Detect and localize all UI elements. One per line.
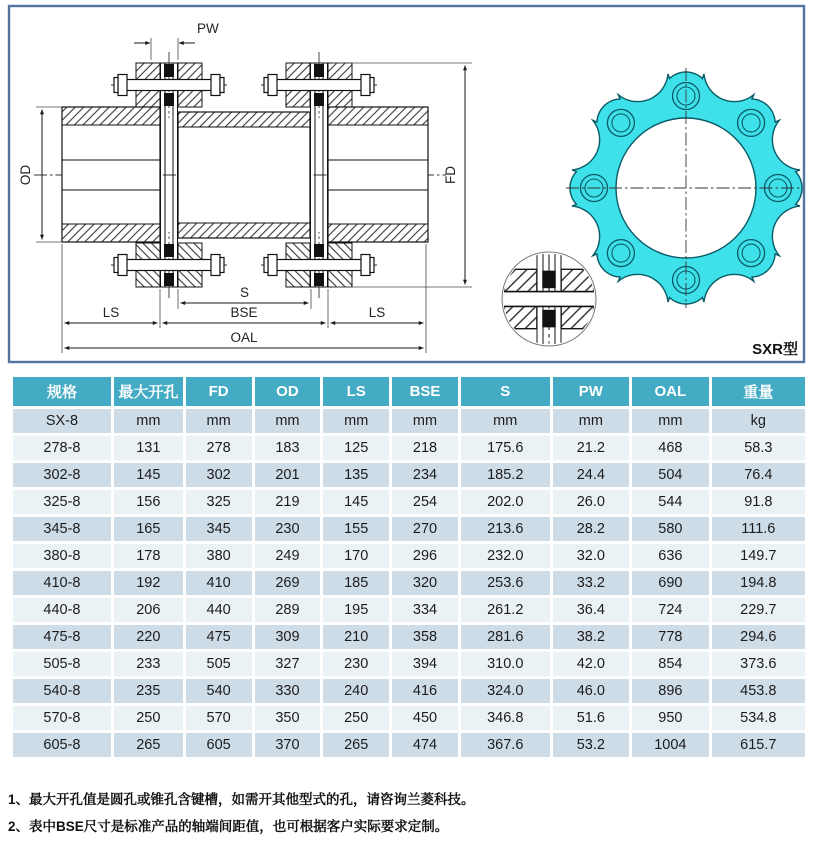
table-cell: 440 (186, 598, 252, 622)
dim-label-ls-left: LS (102, 305, 120, 320)
table-cell: 185 (323, 571, 389, 595)
table-cell: 778 (632, 625, 709, 649)
table-cell: 450 (392, 706, 458, 730)
header-cell: 重量 (712, 377, 805, 406)
table-cell: 269 (255, 571, 321, 595)
table-cell: 201 (255, 463, 321, 487)
table-cell: 302-8 (13, 463, 111, 487)
table-cell: 327 (255, 652, 321, 676)
table-cell: 1004 (632, 733, 709, 757)
table-cell: 32.0 (553, 544, 630, 568)
table-cell: 254 (392, 490, 458, 514)
table-cell: 206 (114, 598, 183, 622)
table-cell: 504 (632, 463, 709, 487)
table-cell: 534.8 (712, 706, 805, 730)
table-cell: 367.6 (461, 733, 550, 757)
table-cell: 296 (392, 544, 458, 568)
dim-label-od: OD (18, 164, 33, 186)
table-row (13, 652, 805, 676)
coupling-drawing (0, 0, 813, 370)
table-cell: 896 (632, 679, 709, 703)
table-cell: 309 (255, 625, 321, 649)
type-label: SXR型 (752, 341, 798, 358)
table-cell: 219 (255, 490, 321, 514)
table-cell: 380-8 (13, 544, 111, 568)
table-cell: 165 (114, 517, 183, 541)
table-cell: 410-8 (13, 571, 111, 595)
table-cell: 474 (392, 733, 458, 757)
table-cell: mm (114, 409, 183, 433)
table-cell: 230 (255, 517, 321, 541)
table-cell: 416 (392, 679, 458, 703)
table-cell: 156 (114, 490, 183, 514)
table-cell: 261.2 (461, 598, 550, 622)
table-cell: 950 (632, 706, 709, 730)
table-cell: 213.6 (461, 517, 550, 541)
table-cell: 854 (632, 652, 709, 676)
table-cell: 145 (323, 490, 389, 514)
dim-label-ls-right: LS (368, 305, 386, 320)
table-cell: 28.2 (553, 517, 630, 541)
table-cell: 194.8 (712, 571, 805, 595)
table-cell: 46.0 (553, 679, 630, 703)
table-cell: 234 (392, 463, 458, 487)
table-cell: 42.0 (553, 652, 630, 676)
table-cell: 26.0 (553, 490, 630, 514)
table-cell: 265 (114, 733, 183, 757)
table-cell: 440-8 (13, 598, 111, 622)
table-cell: 570 (186, 706, 252, 730)
table-cell: 149.7 (712, 544, 805, 568)
table-cell: 325-8 (13, 490, 111, 514)
table-cell: 192 (114, 571, 183, 595)
table-row (13, 436, 805, 460)
table-cell: 380 (186, 544, 252, 568)
header-row (13, 377, 805, 406)
table-cell: mm (461, 409, 550, 433)
table-cell: 294.6 (712, 625, 805, 649)
table-cell: 278 (186, 436, 252, 460)
table-cell: 324.0 (461, 679, 550, 703)
table-cell: 249 (255, 544, 321, 568)
table-cell: 345-8 (13, 517, 111, 541)
table-cell: 325 (186, 490, 252, 514)
table-cell: 250 (114, 706, 183, 730)
table-row (13, 706, 805, 730)
table-cell: 111.6 (712, 517, 805, 541)
table-cell: 233 (114, 652, 183, 676)
table-cell: 51.6 (553, 706, 630, 730)
table-cell: 302 (186, 463, 252, 487)
table-cell: 544 (632, 490, 709, 514)
table-cell: 345 (186, 517, 252, 541)
table-cell: 320 (392, 571, 458, 595)
table-cell: 58.3 (712, 436, 805, 460)
table-cell: mm (323, 409, 389, 433)
header-cell: LS (323, 377, 389, 406)
table-cell: mm (553, 409, 630, 433)
table-cell: 183 (255, 436, 321, 460)
table-cell: 310.0 (461, 652, 550, 676)
table-cell: SX-8 (13, 409, 111, 433)
units-row (13, 409, 805, 433)
table-cell: 145 (114, 463, 183, 487)
table-cell: 505-8 (13, 652, 111, 676)
table-cell: 202.0 (461, 490, 550, 514)
table-cell: 53.2 (553, 733, 630, 757)
header-cell: S (461, 377, 550, 406)
table-row (13, 679, 805, 703)
table-cell: 91.8 (712, 490, 805, 514)
table-cell: 218 (392, 436, 458, 460)
dim-label-s: S (239, 285, 250, 300)
table-cell: 453.8 (712, 679, 805, 703)
spec-table-wrap (10, 374, 808, 760)
table-cell: 605-8 (13, 733, 111, 757)
table-cell: 289 (255, 598, 321, 622)
dim-label-oal: OAL (230, 330, 258, 345)
table-cell: 265 (323, 733, 389, 757)
footnotes (8, 786, 808, 840)
table-cell: 505 (186, 652, 252, 676)
header-cell: OAL (632, 377, 709, 406)
header-cell: 规格 (13, 377, 111, 406)
table-cell: 468 (632, 436, 709, 460)
table-row (13, 517, 805, 541)
table-cell: 38.2 (553, 625, 630, 649)
table-cell: 475 (186, 625, 252, 649)
table-cell: 270 (392, 517, 458, 541)
table-cell: 334 (392, 598, 458, 622)
dim-label-fd: FD (443, 166, 458, 184)
footnote-2: 2、表中BSE尺寸是标准产品的轴端间距值，也可根据客户实际要求定制。 (8, 819, 449, 834)
table-cell: 250 (323, 706, 389, 730)
table-cell: 21.2 (553, 436, 630, 460)
table-cell: mm (392, 409, 458, 433)
table-cell: 278-8 (13, 436, 111, 460)
table-cell: mm (255, 409, 321, 433)
table-cell: 24.4 (553, 463, 630, 487)
table-cell: 253.6 (461, 571, 550, 595)
table-cell: 135 (323, 463, 389, 487)
table-cell: 540-8 (13, 679, 111, 703)
spec-table (10, 374, 808, 760)
table-cell: 230 (323, 652, 389, 676)
footnote-1: 1、最大开孔值是圆孔或锥孔含键槽，如需开其他型式的孔，请咨询兰菱科技。 (8, 792, 475, 807)
table-cell: 175.6 (461, 436, 550, 460)
table-cell: 178 (114, 544, 183, 568)
table-cell: 232.0 (461, 544, 550, 568)
table-cell: 281.6 (461, 625, 550, 649)
header-cell: BSE (392, 377, 458, 406)
table-cell: 185.2 (461, 463, 550, 487)
table-row (13, 625, 805, 649)
table-cell: 220 (114, 625, 183, 649)
table-cell: 358 (392, 625, 458, 649)
table-cell: 373.6 (712, 652, 805, 676)
table-cell: 570-8 (13, 706, 111, 730)
table-cell: 690 (632, 571, 709, 595)
table-cell: 210 (323, 625, 389, 649)
dim-label-bse: BSE (230, 305, 258, 320)
table-row (13, 490, 805, 514)
table-cell: mm (186, 409, 252, 433)
table-cell: mm (632, 409, 709, 433)
table-cell: 235 (114, 679, 183, 703)
table-cell: 131 (114, 436, 183, 460)
table-row (13, 463, 805, 487)
table-cell: kg (712, 409, 805, 433)
table-row (13, 598, 805, 622)
header-cell: OD (255, 377, 321, 406)
table-cell: 350 (255, 706, 321, 730)
table-cell: 410 (186, 571, 252, 595)
table-cell: 580 (632, 517, 709, 541)
table-cell: 33.2 (553, 571, 630, 595)
table-row (13, 733, 805, 757)
header-cell: 最大开孔 (114, 377, 183, 406)
table-cell: 615.7 (712, 733, 805, 757)
table-cell: 240 (323, 679, 389, 703)
table-cell: 170 (323, 544, 389, 568)
table-cell: 229.7 (712, 598, 805, 622)
table-cell: 125 (323, 436, 389, 460)
table-cell: 76.4 (712, 463, 805, 487)
table-cell: 195 (323, 598, 389, 622)
table-cell: 475-8 (13, 625, 111, 649)
table-cell: 540 (186, 679, 252, 703)
table-row (13, 544, 805, 568)
header-cell: PW (553, 377, 630, 406)
table-cell: 346.8 (461, 706, 550, 730)
dim-label-pw: PW (197, 21, 219, 36)
table-cell: 155 (323, 517, 389, 541)
table-cell: 724 (632, 598, 709, 622)
table-row (13, 571, 805, 595)
table-cell: 330 (255, 679, 321, 703)
table-cell: 394 (392, 652, 458, 676)
table-cell: 636 (632, 544, 709, 568)
header-cell: FD (186, 377, 252, 406)
table-cell: 370 (255, 733, 321, 757)
table-cell: 36.4 (553, 598, 630, 622)
table-cell: 605 (186, 733, 252, 757)
